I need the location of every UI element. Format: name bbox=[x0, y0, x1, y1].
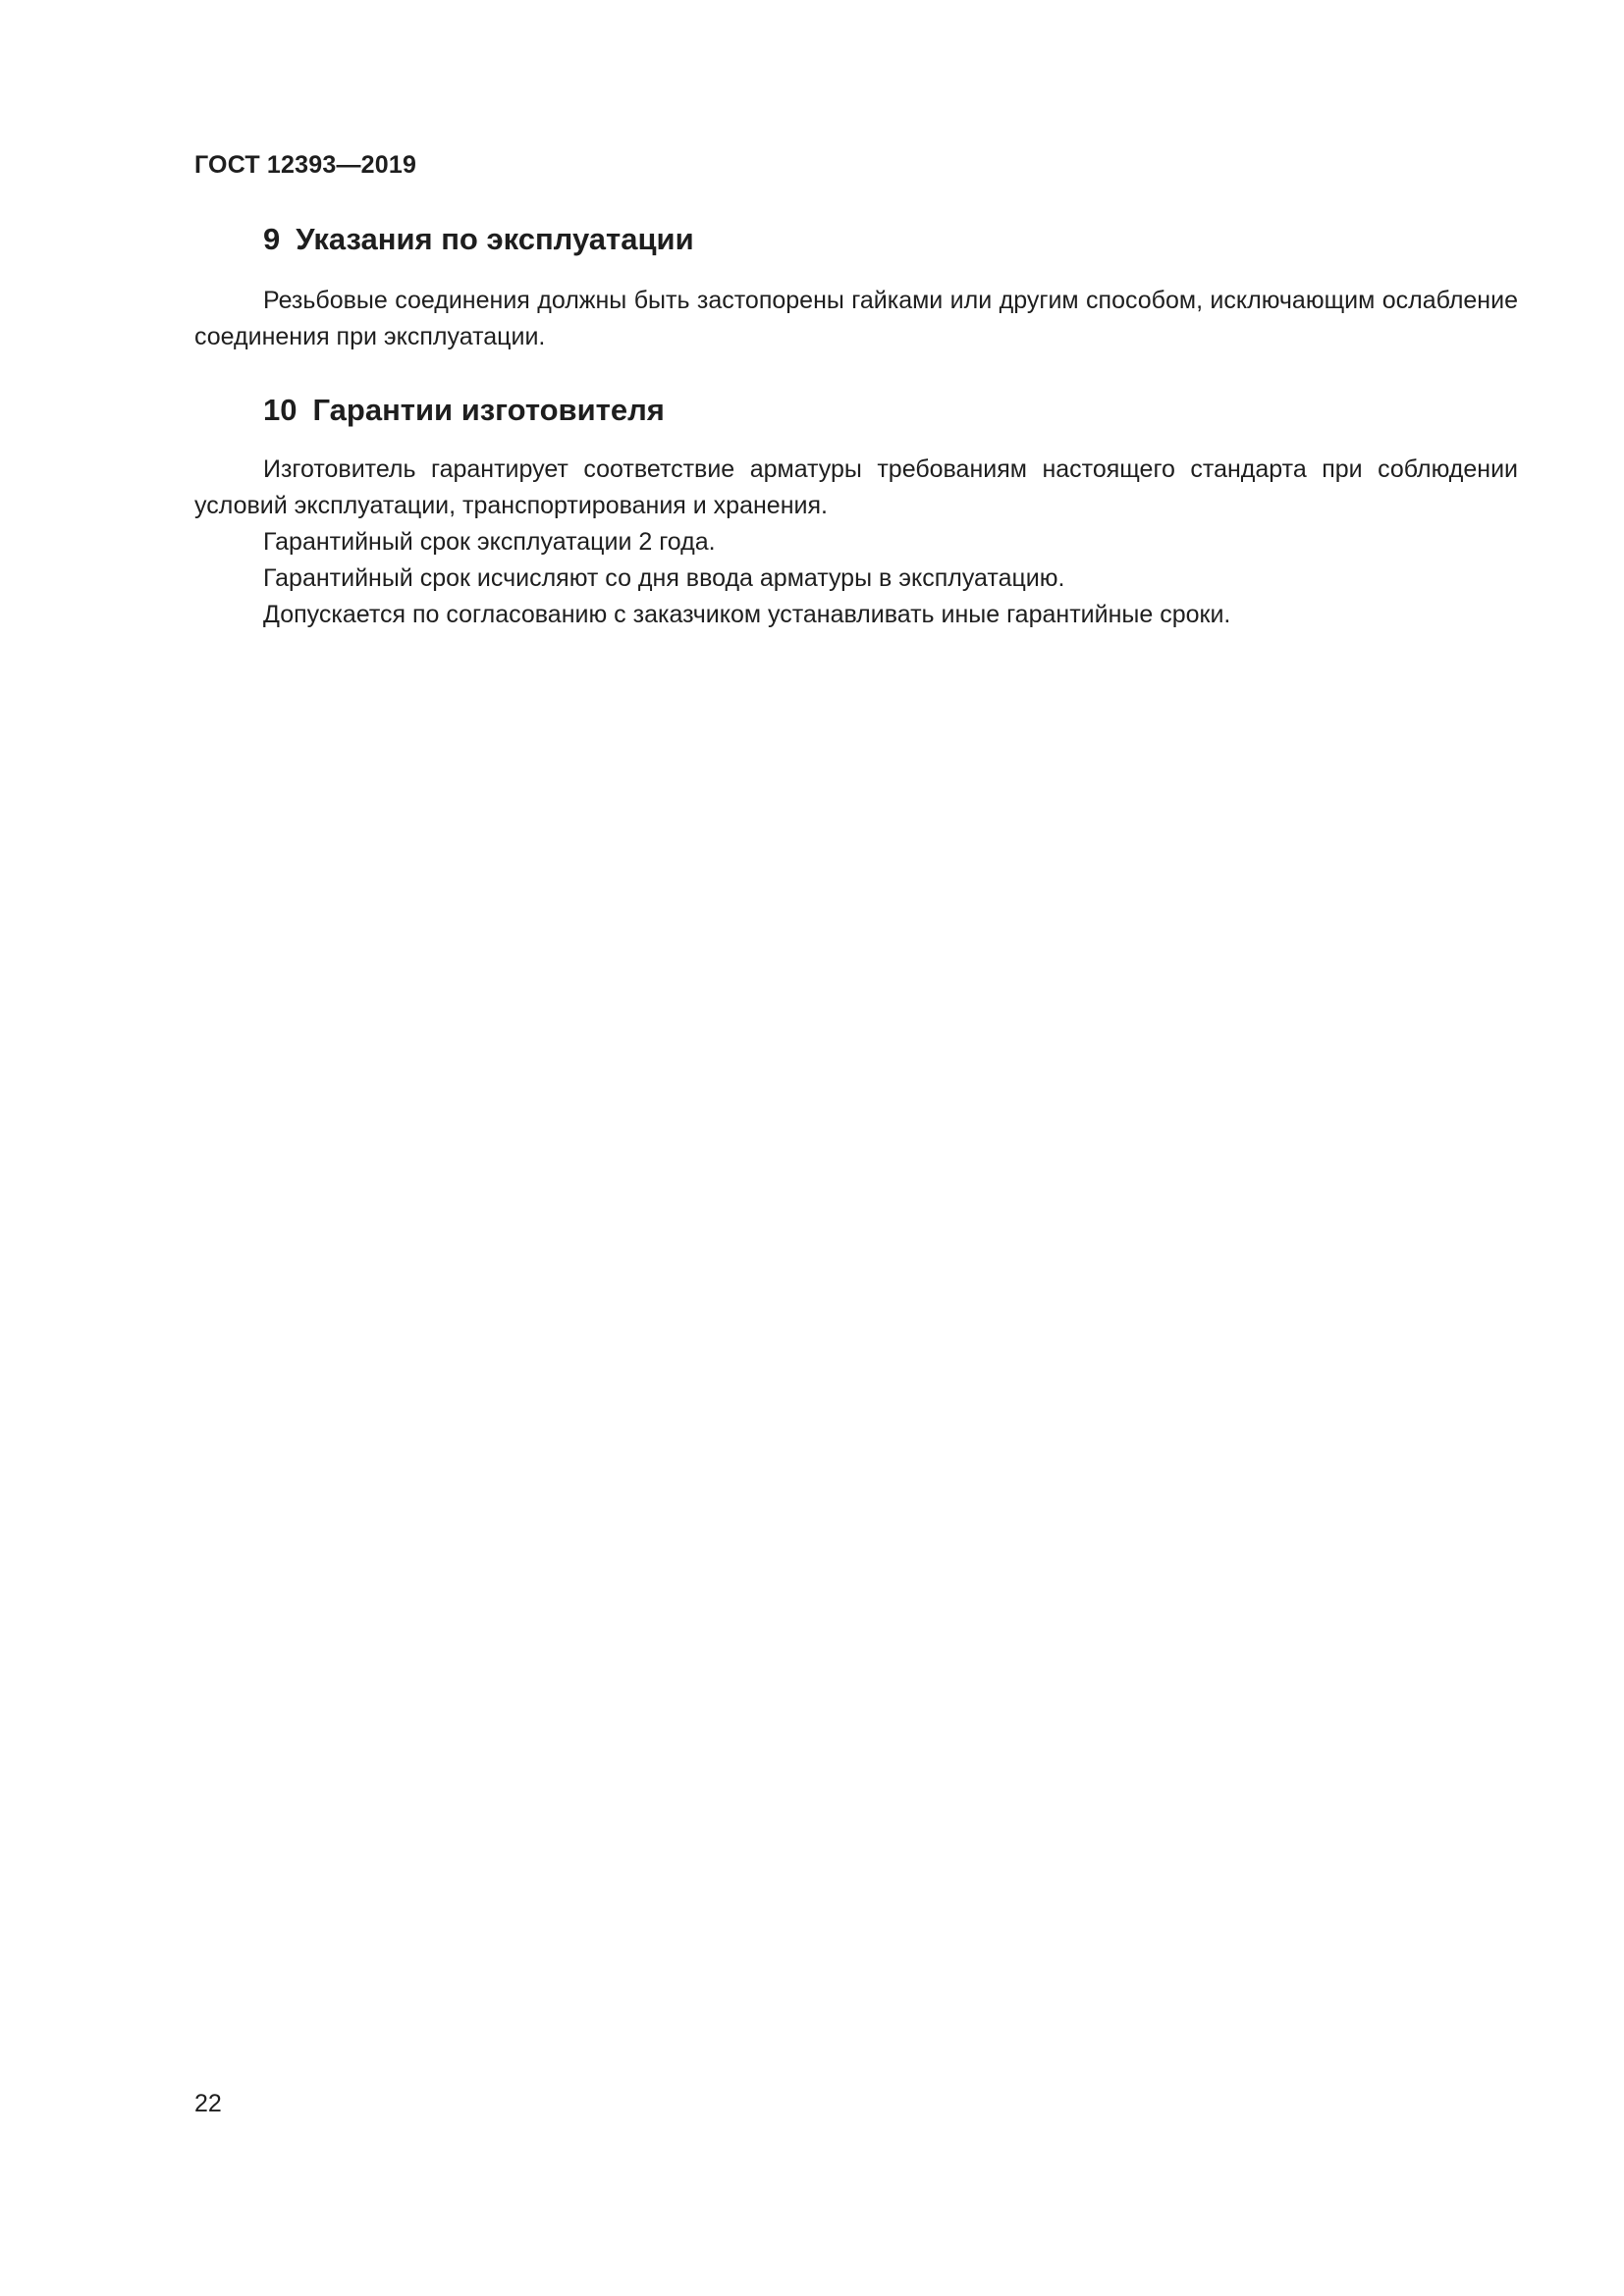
page-number: 22 bbox=[194, 2090, 222, 2117]
section-title: Гарантии изготовителя bbox=[312, 393, 665, 427]
paragraph: Гарантийный срок исчисляют со дня ввода арматуры в эксплуатацию. bbox=[263, 564, 1065, 592]
document-body bbox=[194, 220, 1518, 633]
section-title: Указания по эксплуатации bbox=[296, 222, 694, 256]
section-number: 10 bbox=[263, 393, 298, 427]
document-code: ГОСТ 12393—2019 bbox=[194, 151, 417, 179]
section-number: 9 bbox=[263, 222, 281, 256]
paragraph: Резьбовые соединения должны быть застопорены гайками или другим способом, исключающим ослабление соединения при эксплуатации. bbox=[194, 287, 1518, 350]
section-manufacturer-warranty bbox=[194, 391, 1518, 633]
section-heading bbox=[194, 391, 1518, 430]
paragraph: Допускается по согласованию с заказчиком устанавливать иные гарантийные сроки. bbox=[263, 601, 1231, 628]
paragraph: Изготовитель гарантирует соответствие арматуры требованиям настоящего стандарта при соблюдении условий эксплуатации, транспортирования и хранения. bbox=[194, 455, 1518, 519]
section-heading bbox=[194, 220, 1518, 259]
paragraph: Гарантийный срок эксплуатации 2 года. bbox=[263, 528, 716, 556]
section-operating-instructions bbox=[194, 220, 1518, 355]
